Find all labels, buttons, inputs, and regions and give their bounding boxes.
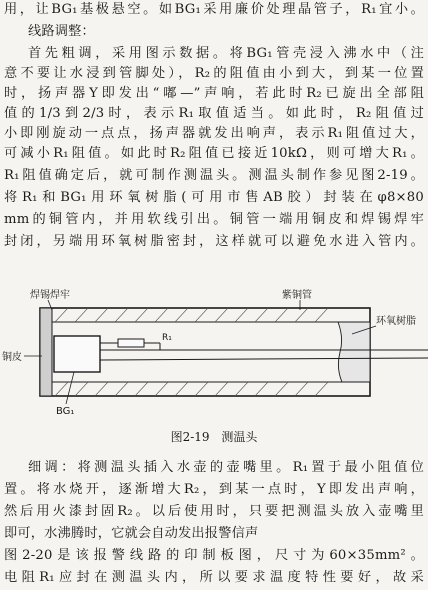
text-line: 即可，水沸腾时，它就会自动发出报警信声 — [4, 526, 259, 541]
label-bg1: BG₁ — [56, 406, 75, 417]
text-line: 将R₁和BG₁用环氧树脂(可用市售AB胶）封装在φ8×80 — [4, 190, 424, 205]
figure-caption — [0, 428, 428, 446]
text-line: 首先粗调，采用图示数据。将BG₁管壳浸入沸水中（注 — [28, 46, 424, 61]
section-heading: 线路调整： — [28, 24, 95, 39]
tube-wall-hatch-bottom — [55, 382, 328, 396]
text-line: 可减小R₁阻值。如此时R₂阻值已接近10kΩ，则可增大R₁。 — [4, 146, 424, 161]
text-line: 值的1/3到2/3时，表示R₁取值适当。如此时，R₂阻值过 — [4, 106, 424, 121]
tube-wall-hatch-top — [55, 308, 328, 322]
caption-title: 测温头 — [221, 430, 258, 444]
label-copper-sheet: 铜皮 — [2, 352, 22, 363]
text-line: 电阻R₁应封在测温头内，所以要求温度特性要好，故采 — [4, 570, 424, 585]
label-copper-tube: 紫铜管 — [282, 290, 312, 301]
label-epoxy: 环氧树脂 — [376, 316, 416, 327]
text-line: 置。将水烧开，逐渐增大R₂，到某一点时，Y即发出声响， — [4, 482, 424, 497]
bg1-transistor — [54, 336, 100, 372]
text-line: 细调：将测温头插入水壶的壶嘴里。R₁置于最小阻值位 — [28, 460, 424, 475]
caption-number: 图2-19 — [170, 430, 210, 444]
text-line: mm的铜管内，并用软线引出。铜管一端用铜皮和焊锡焊牢 — [4, 212, 424, 227]
label-r1: R₁ — [162, 333, 172, 343]
text-line: 用，让BG₁基极悬空。如BG₁采用廉价处理晶管子，R₁宜小。 — [4, 2, 424, 17]
text-line: 意不要让水浸到管脚处），R₂的阻值由小到大，到某一位置 — [4, 66, 424, 81]
label-solder: 焊锡焊牢 — [30, 290, 70, 301]
solder-end-cap — [40, 308, 52, 396]
text-line: 小即刚旋动一点点，扬声器就发出响声，表示R₁阻值过大， — [4, 126, 424, 141]
epoxy-seal — [338, 322, 370, 382]
text-line: 封闭，另端用环氧树脂密封，这样就可以避免水进入管内。 — [4, 234, 424, 249]
lead-wires — [100, 343, 428, 360]
r1-resistor — [118, 339, 144, 347]
probe-diagram — [0, 286, 428, 426]
text-line: 时，扬声器Y即发出“嘟—”声响，若此时R₂已旋出全部阻 — [4, 86, 424, 101]
text-line: 图2-20是该报警线路的印制板图，尺寸为60×35mm²。 — [4, 548, 424, 563]
text-line: 然后用火漆封固R₂。以后使用时，只要把测温头放入壶嘴里 — [4, 504, 424, 519]
text-line: R₁阻值确定后，就可制作测温头。测温头制作参见图2-19。 — [4, 168, 424, 183]
